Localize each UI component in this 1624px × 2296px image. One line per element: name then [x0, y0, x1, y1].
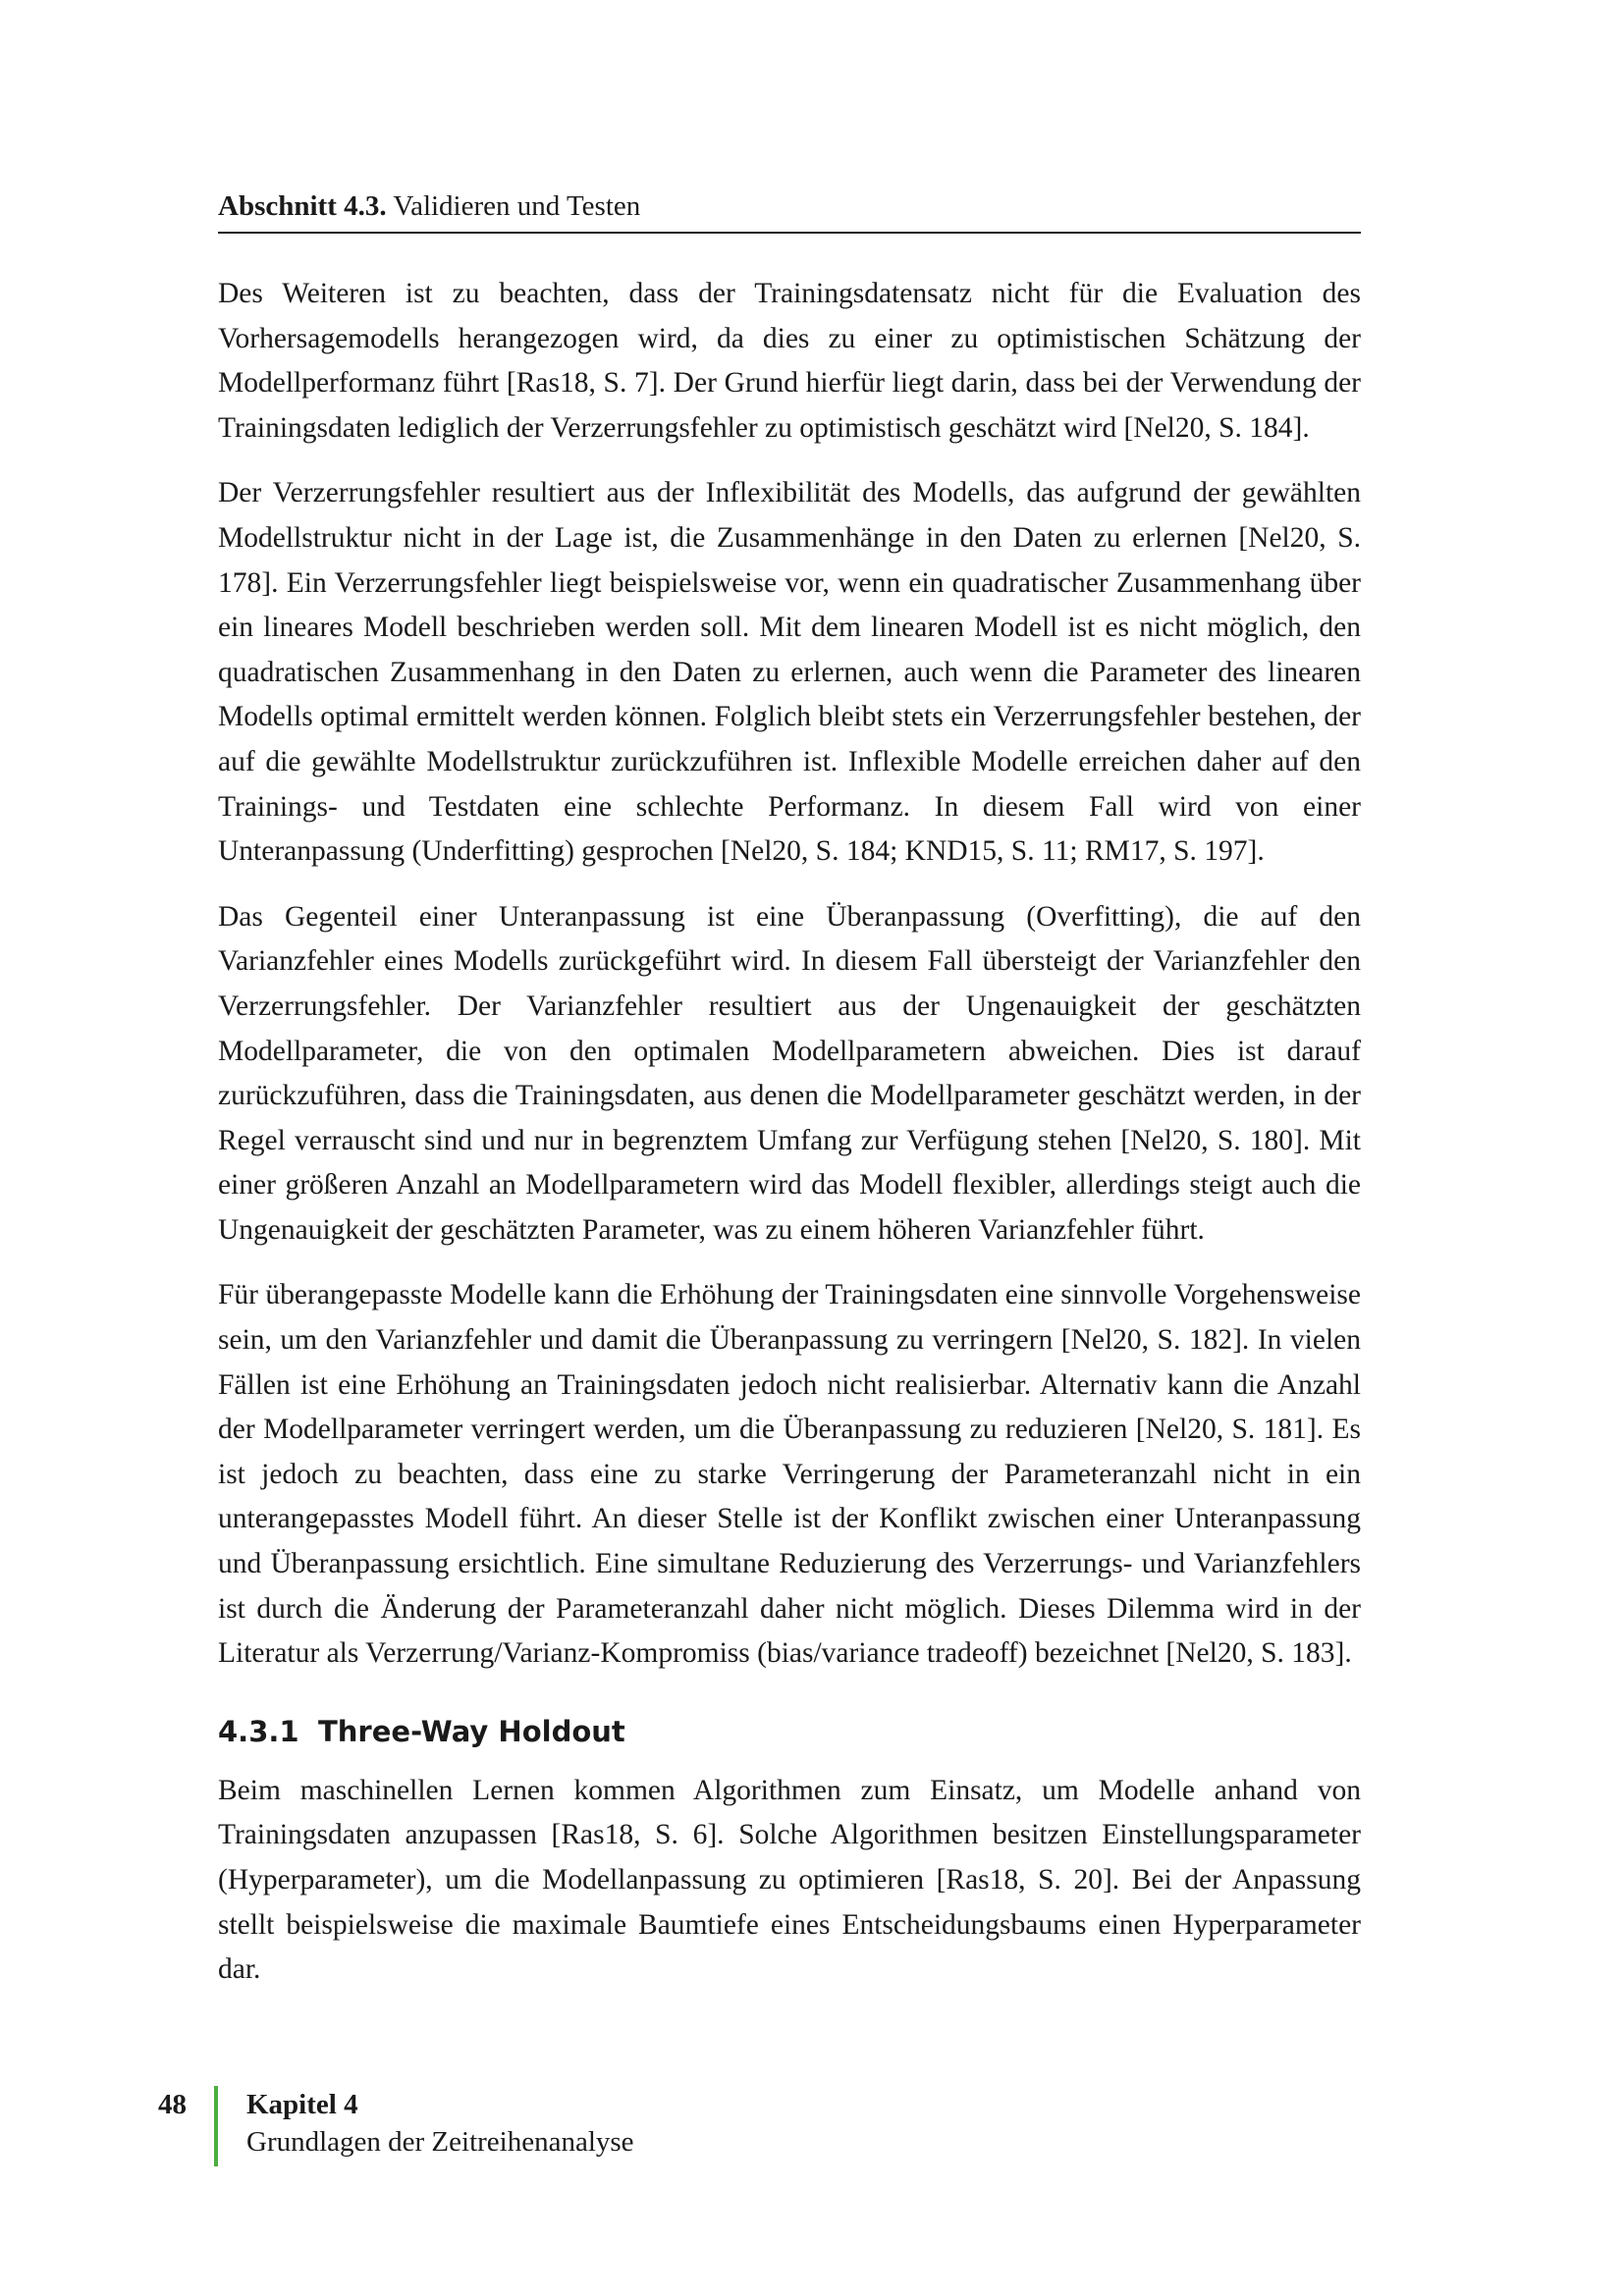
running-header [218, 188, 1361, 234]
section-title: Validieren und Testen [393, 190, 641, 222]
footer-accent-bar [214, 2086, 218, 2166]
section-label: Abschnitt 4.3. [218, 190, 387, 222]
subsection-heading [218, 1710, 1361, 1753]
subsection-title: Three-Way Holdout [318, 1714, 625, 1748]
paragraph: Das Gegenteil einer Unteranpassung ist eine Überanpassung (Overfitting), die auf den Varianzfehler eines Modells zurückgeführt wird. In diesem Fall übersteigt der Varianzfehler den Verzerrungsfehler. Der Varianzfehler resultiert aus der Ungenauigkeit der geschätzten Modellparameter, die von den optimalen Modellparametern abweichen. Dies ist darauf zurückzuführen, dass die Trainingsdaten, aus denen die Modellparameter geschätzt werden, in der Regel verrauscht sind und nur in begrenztem Umfang zur Verfügung stehen [Nel20, S. 180]. Mit einer größeren Anzahl an Modellparametern wird das Modell flexibler, allerdings steigt auch die Ungenauigkeit der geschätzten Parameter, was zu einem höheren Varianzfehler führt. [218, 900, 1361, 1246]
paragraph: Beim maschinellen Lernen kommen Algorithmen zum Einsatz, um Modelle anhand von Trainingsdaten anzupassen [Ras18, S. 6]. Solche Algorithmen besitzen Einstellungsparameter (Hyperparameter), um die Modellanpassung zu optimieren [Ras18, S. 20]. Bei der Anpassung stellt beispielsweise die maximale Baumtiefe eines Entscheidungsbaums einen Hyperparameter dar. [218, 1774, 1361, 1986]
subsection-number: 4.3.1 [218, 1714, 299, 1748]
chapter-label: Kapitel 4 [246, 2089, 358, 2120]
page-number: 48 [158, 2089, 187, 2120]
body-text [218, 272, 1361, 2013]
page-footer [0, 2086, 1624, 2194]
paragraph: Des Weiteren ist zu beachten, dass der Trainingsdatensatz nicht für die Evaluation des Vorhersagemodells herangezogen wird, da dies zu einer zu optimistischen Schätzung der Modellperformanz führt [Ras18, S. 7]. Der Grund hierfür liegt darin, dass bei der Verwendung der Trainingsdaten lediglich der Verzerrungsfehler zu optimistisch geschätzt wird [Nel20, S. 184]. [218, 278, 1361, 444]
paragraph: Der Verzerrungsfehler resultiert aus der Inflexibilität des Modells, das aufgrund der gewählten Modellstruktur nicht in der Lage ist, die Zusammenhänge in den Daten zu erlernen [Nel20, S. 178]. Ein Verzerrungsfehler liegt beispielsweise vor, wenn ein quadratischer Zusammenhang über ein lineares Modell beschrieben werden soll. Mit dem linearen Modell ist es nicht möglich, den quadratischen Zusammenhang in den Daten zu erlernen, auch wenn die Parameter des linearen Modells optimal ermittelt werden können. Folglich bleibt stets ein Verzerrungsfehler bestehen, der auf die gewählte Modellstruktur zurückzuführen ist. Inflexible Modelle erreichen daher auf den Trainings- und Testdaten eine schlechte Performanz. In diesem Fall wird von einer Unteranpassung (Underfitting) gesprochen [Nel20, S. 184; KND15, S. 11; RM17, S. 197]. [218, 477, 1361, 868]
paragraph: Für überangepasste Modelle kann die Erhöhung der Trainingsdaten eine sinnvolle Vorgehensweise sein, um den Varianzfehler und damit die Überanpassung zu verringern [Nel20, S. 182]. In vielen Fällen ist eine Erhöhung an Trainingsdaten jedoch nicht realisierbar. Alternativ kann die Anzahl der Modellparameter verringert werden, um die Überanpassung zu reduzieren [Nel20, S. 181]. Es ist jedoch zu beachten, dass eine zu starke Verringerung der Parameteranzahl nicht in ein unterangepasstes Modell führt. An dieser Stelle ist der Konflikt zwischen einer Unteranpassung und Überanpassung ersichtlich. Eine simultane Reduzierung des Verzerrungs- und Varianzfehlers ist durch die Änderung der Parameteranzahl daher nicht möglich. Dieses Dilemma wird in der Literatur als Verzerrung/Varianz-Kompromiss (bias/variance tradeoff) bezeichnet [Nel20, S. 183]. [218, 1279, 1361, 1670]
footer-chapter [246, 2086, 634, 2161]
chapter-title: Grundlagen der Zeitreihenanalyse [246, 2126, 634, 2158]
